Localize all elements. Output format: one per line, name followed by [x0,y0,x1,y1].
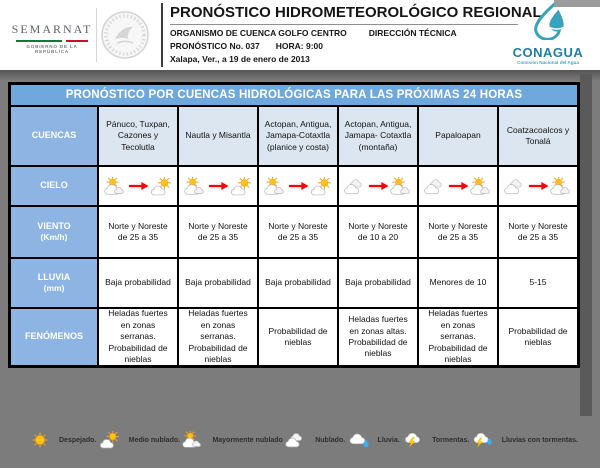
row-header-cuencas: CUENCAS [11,107,97,165]
legend-label: Nublado. [315,436,346,444]
lluvia-cell-2: Baja probabilidad [179,259,257,307]
fenomenos-cell-3: Probabilidad de nieblas [259,309,337,365]
lluvias-con-tormentas-icon [471,431,495,449]
legend-label: Tormentas. [432,436,470,444]
org-name: ORGANISMO DE CUENCA GOLFO CENTRO [170,28,347,38]
header-text-block [170,4,542,64]
fenomenos-cell-1: Heladas fuertes en zonas serranas. Probabilidad de nieblas [99,309,177,365]
viento-cell-3: Norte y Noreste de 25 a 35 [259,207,337,257]
org-line [170,28,515,38]
conagua-subtitle: Comisión Nacional del Agua [517,60,579,65]
red-arrow-icon [208,181,229,191]
lluvia-cell-4: Baja probabilidad [339,259,417,307]
legend-item-tormentas [401,431,469,449]
divider-dark [161,3,163,67]
cielo-cell-6 [499,167,577,205]
row-header-fenomenos: FENÓMENOS [11,309,97,365]
red-arrow-icon [288,181,309,191]
legend-label: Despejado. [59,436,97,444]
forecast-number: PRONÓSTICO No. 037 [170,41,260,51]
red-arrow-icon [448,181,469,191]
legend-item-despejado [28,431,96,449]
cuenca-column-5: Papaloapan [419,107,497,165]
conagua-drop-icon [527,27,569,44]
row-header-cielo: CIELO [11,167,97,205]
legend-item-lluvias-con-tormentas [471,431,578,449]
mayormente-nublado-icon [469,177,494,196]
viento-cell-6: Norte y Noreste de 25 a 35 [499,207,577,257]
cielo-cell-5 [419,167,497,205]
forecast-number-line [170,41,515,51]
legend-item-mayormente-nublado [181,431,282,449]
dir-name: DIRECCIÓN TÉCNICA [368,28,457,38]
nublado-icon [284,431,308,449]
medio-nublado-icon [309,177,334,196]
viento-cell-4: Norte y Noreste de 10 a 20 [339,207,417,257]
medio-nublado-icon [229,177,254,196]
header-shadow [0,70,600,81]
row-header-lluvia: LLUVIA (mm) [11,259,97,307]
lluvia-cell-1: Baja probabilidad [99,259,177,307]
medio-nublado-icon [98,431,122,449]
nublado-icon [423,177,448,196]
fenomenos-cell-2: Heladas fuertes en zonas serranas. Probabilidad de nieblas [179,309,257,365]
lluvia-icon [347,431,371,449]
mayormente-nublado-icon [263,177,288,196]
red-arrow-icon [128,181,149,191]
row-header-viento: VIENTO (Km/h) [11,207,97,257]
green-bar [16,40,62,42]
cuenca-column-2: Nautla y Misantla [179,107,257,165]
mayormente-nublado-icon [389,177,414,196]
forecast-hour: HORA: 9:00 [275,41,323,51]
semarnat-subtitle: GOBIERNO DE LA REPÚBLICA [26,44,78,54]
red-bar [66,40,88,42]
title-rule [170,24,518,25]
semarnat-flag-bars [10,40,94,42]
cielo-cell-1 [99,167,177,205]
conagua-logo [500,2,596,65]
mexico-eagle-seal-icon [100,10,150,65]
mayormente-nublado-icon [183,177,208,196]
page-edge-shadow [580,74,592,416]
medio-nublado-icon [149,177,174,196]
lluvia-cell-3: Baja probabilidad [259,259,337,307]
viento-cell-5: Norte y Noreste de 25 a 35 [419,207,497,257]
mayormente-nublado-icon [181,431,205,449]
table-title: PRONÓSTICO POR CUENCAS HIDROLÓGICAS PARA LAS PRÓXIMAS 24 HORAS [11,85,577,105]
viento-cell-1: Norte y Noreste de 25 a 35 [99,207,177,257]
divider-light [96,8,97,62]
legend-item-medio-nublado [98,431,180,449]
fenomenos-cell-5: Heladas fuertes en zonas serranas. Probabilidad de nieblas [419,309,497,365]
semarnat-wordmark: SEMARNAT [11,22,93,36]
despejado-icon [28,431,52,449]
legend-label: Mayormente nublado [212,436,283,444]
forecast-table [8,82,580,368]
legend-item-lluvia [347,431,400,449]
cielo-cell-2 [179,167,257,205]
place-date-line: Xalapa, Ver., a 19 de enero de 2013 [170,54,310,64]
red-arrow-icon [368,181,389,191]
viento-cell-2: Norte y Noreste de 25 a 35 [179,207,257,257]
mayormente-nublado-icon [549,177,574,196]
legend-label: Lluvia. [377,436,400,444]
legend-bar [4,420,596,460]
red-arrow-icon [528,181,549,191]
cuenca-column-1: Pánuco, Tuxpan, Cazones y Tecolutla [99,107,177,165]
cuenca-column-4: Actopan, Antigua, Jamapa- Cotaxtla (montaña) [339,107,417,165]
fenomenos-cell-6: Probabilidad de nieblas [499,309,577,365]
cielo-cell-4 [339,167,417,205]
legend-item-nublado [284,431,345,449]
tormentas-icon [401,431,425,449]
cielo-cell-3 [259,167,337,205]
fenomenos-cell-4: Heladas fuertes en zonas altas. Probabilidad de nieblas [339,309,417,365]
cuenca-column-3: Actopan, Antigua, Jamapa-Cotaxtla (planice y costa) [259,107,337,165]
top-right-sliver [554,0,600,7]
legend-label: Lluvias con tormentas. [501,436,578,444]
lluvia-cell-5: Menores de 10 [419,259,497,307]
legend-label: Medio nublado. [128,436,181,444]
cuenca-column-6: Coatzacoalcos y Tonalá [499,107,577,165]
lluvia-cell-6: 5-15 [499,259,577,307]
nublado-icon [503,177,528,196]
letterhead [0,0,600,70]
gray-canvas [0,70,600,468]
document-title: PRONÓSTICO HIDROMETEOROLÓGICO REGIONAL [170,4,542,21]
conagua-wordmark: CONAGUA [512,45,584,60]
nublado-icon [343,177,368,196]
mayormente-nublado-icon [103,177,128,196]
semarnat-logo [10,22,94,54]
